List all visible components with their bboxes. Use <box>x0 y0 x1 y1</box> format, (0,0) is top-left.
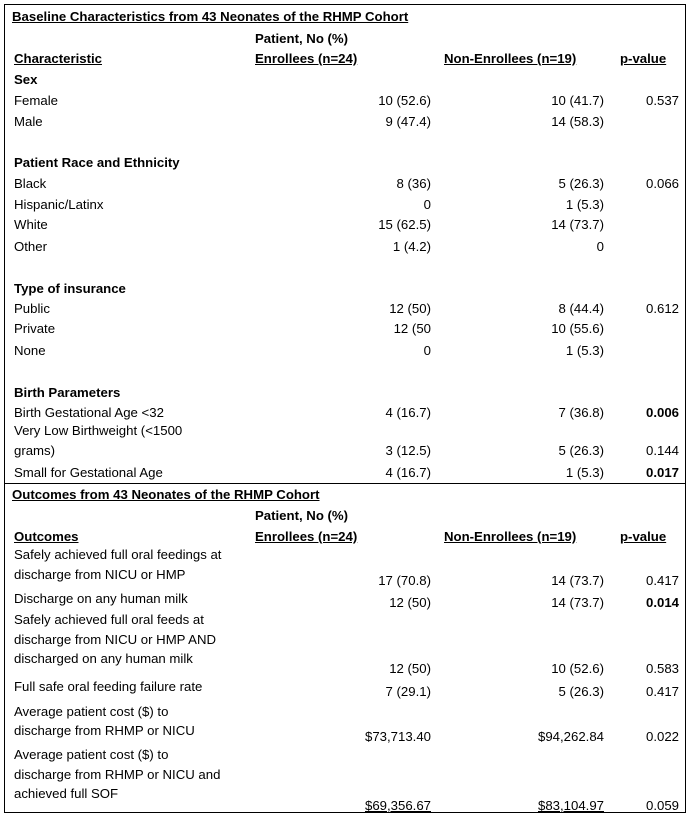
non-enrollees-value: 10 (55.6) <box>551 321 604 336</box>
enrollees-value: 17 (70.8) <box>378 573 431 588</box>
section-divider <box>4 483 686 484</box>
non-enrollees-value: 7 (36.8) <box>558 405 604 420</box>
row-label: White <box>14 217 48 232</box>
row-label: Hispanic/Latinx <box>14 197 104 212</box>
non-enrollees-value: $83,104.97 <box>537 798 604 813</box>
outcome-label: discharge from NICU or HMP <box>14 567 186 582</box>
non-enrollees-value: 5 (26.3) <box>558 443 604 458</box>
row-label: Black <box>14 176 47 191</box>
enrollees-value: 9 (47.4) <box>385 114 431 129</box>
section-heading: Sex <box>14 72 38 87</box>
enrollees-value: 4 (16.7) <box>385 405 431 420</box>
enrollees-value: 12 (50) <box>389 301 431 316</box>
outcome-label: Full safe oral feeding failure rate <box>14 679 203 694</box>
enrollees-value: 12 (50) <box>389 595 431 610</box>
enrollees-value: 7 (29.1) <box>385 684 431 699</box>
non-enrollees-value: 10 (52.6) <box>551 661 604 676</box>
row-label: grams) <box>14 443 56 458</box>
p-value-significant: 0.006 <box>645 405 679 420</box>
row-label: Public <box>14 301 50 316</box>
enrollees-value: 3 (12.5) <box>385 443 431 458</box>
outcomes-patient-group-label: Patient, No (%) <box>255 508 349 523</box>
enrollees-value: 12 (50 <box>393 321 431 336</box>
outcome-label: discharge from RHMP or NICU and <box>14 767 221 782</box>
row-label: Male <box>14 114 43 129</box>
baseline-non-enrollees-header: Non-Enrollees (n=19) <box>444 51 577 66</box>
p-value: 0.022 <box>645 729 679 744</box>
p-value-significant: 0.014 <box>645 595 679 610</box>
section-heading: Birth Parameters <box>14 385 121 400</box>
outcome-label: Safely achieved full oral feedings at <box>14 547 222 562</box>
enrollees-value: $73,713.40 <box>364 729 431 744</box>
non-enrollees-value: 14 (73.7) <box>551 595 604 610</box>
row-label: Other <box>14 239 47 254</box>
outcome-label: Average patient cost ($) to <box>14 704 169 719</box>
p-value: 0.059 <box>645 798 679 813</box>
outcome-label: discharge from RHMP or NICU <box>14 723 195 738</box>
outcome-label: achieved full SOF <box>14 786 119 801</box>
section-heading: Patient Race and Ethnicity <box>14 155 180 170</box>
p-value: 0.417 <box>645 684 679 699</box>
row-label: Very Low Birthweight (<1500 <box>14 423 183 438</box>
p-value: 0.583 <box>645 661 679 676</box>
non-enrollees-value: $94,262.84 <box>537 729 604 744</box>
row-label: Female <box>14 93 58 108</box>
outcome-label: Average patient cost ($) to <box>14 747 169 762</box>
p-value: 0.612 <box>645 301 679 316</box>
non-enrollees-value: 14 (73.7) <box>551 573 604 588</box>
non-enrollees-value: 5 (26.3) <box>558 684 604 699</box>
enrollees-value: 10 (52.6) <box>378 93 431 108</box>
enrollees-value: 0 <box>423 197 431 212</box>
non-enrollees-value: 0 <box>596 239 604 254</box>
enrollees-value: 4 (16.7) <box>385 465 431 480</box>
enrollees-value: 15 (62.5) <box>378 217 431 232</box>
outcome-label: discharge from NICU or HMP AND <box>14 632 217 647</box>
non-enrollees-value: 14 (73.7) <box>551 217 604 232</box>
outcomes-p-value-header: p-value <box>620 529 667 544</box>
p-value: 0.066 <box>645 176 679 191</box>
baseline-characteristic-header: Characteristic <box>14 51 102 66</box>
non-enrollees-value: 5 (26.3) <box>558 176 604 191</box>
enrollees-value: $69,356.67 <box>364 798 431 813</box>
non-enrollees-value: 1 (5.3) <box>565 465 604 480</box>
outcome-label: Discharge on any human milk <box>14 591 188 606</box>
outcome-label: discharged on any human milk <box>14 651 193 666</box>
non-enrollees-value: 14 (58.3) <box>551 114 604 129</box>
outcomes-non-enrollees-header: Non-Enrollees (n=19) <box>444 529 577 544</box>
section-heading: Type of insurance <box>14 281 126 296</box>
outcomes-enrollees-header: Enrollees (n=24) <box>255 529 358 544</box>
row-label: Private <box>14 321 56 336</box>
row-label: Birth Gestational Age <32 <box>14 405 164 420</box>
p-value: 0.417 <box>645 573 679 588</box>
baseline-p-value-header: p-value <box>620 51 667 66</box>
p-value: 0.144 <box>645 443 679 458</box>
non-enrollees-value: 1 (5.3) <box>565 197 604 212</box>
non-enrollees-value: 1 (5.3) <box>565 343 604 358</box>
non-enrollees-value: 10 (41.7) <box>551 93 604 108</box>
baseline-patient-group-label: Patient, No (%) <box>255 31 349 46</box>
p-value-significant: 0.017 <box>645 465 679 480</box>
row-label: Small for Gestational Age <box>14 465 163 480</box>
enrollees-value: 12 (50) <box>389 661 431 676</box>
enrollees-value: 1 (4.2) <box>392 239 431 254</box>
non-enrollees-value: 8 (44.4) <box>558 301 604 316</box>
outcomes-title: Outcomes from 43 Neonates of the RHMP Cohort <box>12 487 320 502</box>
baseline-enrollees-header: Enrollees (n=24) <box>255 51 358 66</box>
baseline-title: Baseline Characteristics from 43 Neonates of the RHMP Cohort <box>12 9 409 24</box>
p-value: 0.537 <box>645 93 679 108</box>
enrollees-value: 0 <box>423 343 431 358</box>
outcomes-outcomes-header: Outcomes <box>14 529 79 544</box>
enrollees-value: 8 (36) <box>396 176 431 191</box>
row-label: None <box>14 343 46 358</box>
outcome-label: Safely achieved full oral feeds at <box>14 612 204 627</box>
